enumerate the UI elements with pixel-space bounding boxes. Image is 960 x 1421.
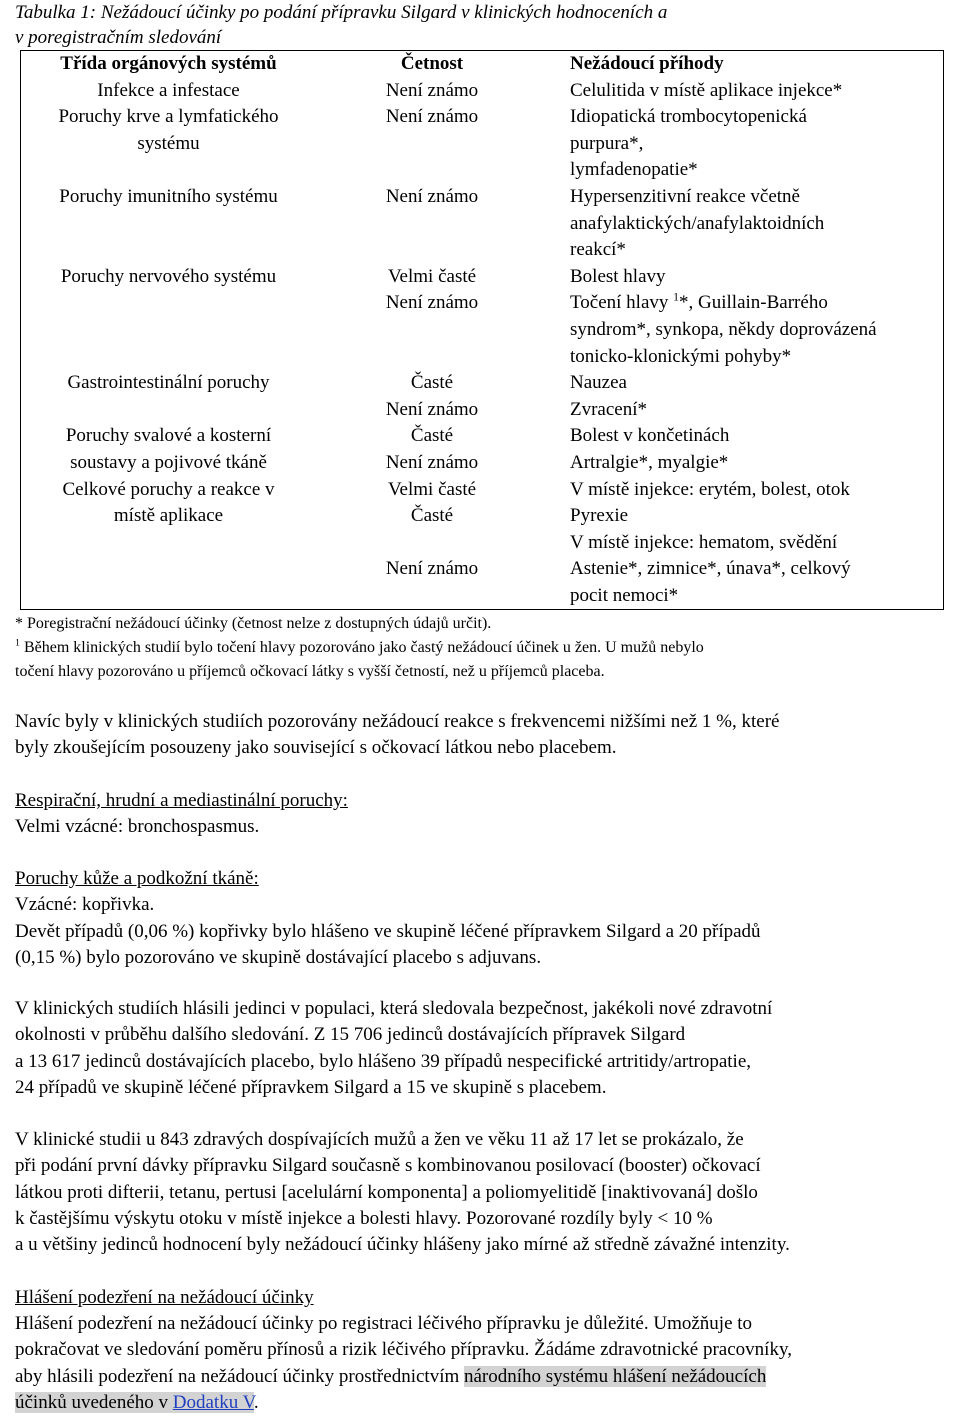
adverse-events-cell (548, 264, 943, 291)
paragraph-line: k častějšímu výskytu otoku v místě injekce a bolesti hlavy. Pozorované rozdíly byly < 10 % (15, 1207, 713, 1229)
footnote-line: * Poregistrační nežádoucí účinky (četnost nelze z dostupných údajů určit). (15, 615, 492, 632)
table-row (21, 184, 943, 264)
text-segment: *, Guillain-Barrého (679, 292, 828, 314)
organ-class-line: místě aplikace (113, 505, 224, 527)
adverse-events-cell (548, 370, 943, 397)
adverse-event-line: Hypersenzitivní reakce včetně (570, 185, 800, 207)
text-segment: Točení hlavy (570, 292, 674, 314)
table-row (21, 370, 943, 423)
adverse-event-line: V místě injekce: hematom, svědění (570, 531, 838, 553)
adverse-event-line: Pyrexie (570, 505, 629, 527)
frequency-entry (316, 184, 943, 264)
frequency-cell: Není známo (385, 106, 479, 128)
organ-class-line: Poruchy krve a lymfatického (58, 106, 279, 128)
frequency-cell: Časté (410, 425, 454, 447)
organ-class-line: Poruchy svalové a kosterní (65, 425, 272, 447)
text-segment: aby hlásili podezření na nežádoucí účinky prostřednictvím (15, 1365, 464, 1387)
frequency-entry (316, 264, 943, 291)
adverse-event-line: pocit nemoci* (570, 584, 679, 606)
adverse-events-cell (548, 184, 943, 264)
adverse-events-cell (548, 450, 943, 477)
paragraph-line: a 13 617 jedinců dostávajících placebo, bylo hlášeno 39 případů nespecifické artritidy/artropatie, (15, 1050, 751, 1072)
adverse-event-line: Astenie*, zimnice*, únava*, celkový (570, 558, 851, 580)
table-row (21, 104, 943, 184)
adverse-event-line: anafylaktických/anafylaktoidních (570, 212, 825, 234)
frequency-entries (316, 370, 943, 423)
table-footnotes (15, 612, 950, 684)
adverse-event-line: Bolest v končetinách (570, 425, 730, 447)
adverse-events-cell (548, 78, 943, 105)
paragraph-rare-reactions (15, 709, 950, 761)
adverse-event-line: Nauzea (570, 372, 627, 394)
frequency-entries (316, 78, 943, 105)
paragraph-line (15, 1364, 950, 1390)
highlighted-text: účinků uvedeného v (15, 1391, 173, 1413)
paragraph-line: okolnosti v průběhu dalšího sledování. Z 15 706 jedinců dostávajících přípravek Silgard (15, 1024, 686, 1046)
paragraph-line: 24 případů ve skupině léčené přípravkem Silgard a 15 ve skupině s placebem. (15, 1076, 607, 1098)
table-header-row (21, 51, 943, 78)
frequency-cell: Není známo (385, 558, 479, 580)
frequency-cell: Velmi časté (387, 478, 477, 500)
header-adverse-events: Nežádoucí příhody (570, 53, 724, 74)
organ-class-cell (21, 264, 316, 370)
organ-class-cell (21, 78, 316, 105)
frequency-entry (316, 370, 943, 397)
footnote-marker: 1 (673, 291, 680, 305)
frequency-entry (316, 397, 943, 424)
adverse-event-line (570, 290, 943, 317)
frequency-cell: Není známo (385, 79, 479, 101)
frequency-cell: Není známo (385, 292, 479, 314)
section-heading: Respirační, hrudní a mediastinální poruchy: (15, 790, 348, 811)
paragraph-line: Vzácné: kopřivka. (15, 894, 155, 916)
frequency-cell: Není známo (385, 451, 479, 473)
table-caption (15, 0, 950, 50)
frequency-entry (316, 423, 943, 450)
organ-class-cell (21, 184, 316, 264)
table-row (21, 78, 943, 105)
frequency-cell: Časté (410, 372, 454, 394)
adverse-events-cell (548, 556, 943, 609)
paragraph-line: Devět případů (0,06 %) kopřivky bylo hlášeno ve skupině léčené přípravkem Silgard a 20 případů (15, 920, 761, 942)
paragraph-line: a u většiny jedinců hodnocení byly nežádoucí účinky hlášeny jako mírné až středně závažné intenzity. (15, 1234, 790, 1256)
caption-line: Tabulka 1: Nežádoucí účinky po podání přípravku Silgard v klinických hodnoceních a (15, 2, 668, 23)
adverse-effects-table (20, 50, 944, 610)
paragraph-line: při podání první dávky přípravku Silgard současně s kombinovanou posilovací (booster) očkovací (15, 1155, 761, 1177)
header-frequency: Četnost (400, 53, 464, 74)
organ-class-line: Poruchy imunitního systému (59, 185, 278, 207)
adverse-event-line: Celulitida v místě aplikace injekce* (570, 79, 843, 101)
paragraph-coadministration (15, 1127, 950, 1258)
caption-line: v poregistračním sledování (15, 27, 222, 48)
paragraph-line: V klinických studiích hlásili jedinci v populaci, která sledovala bezpečnost, jakékoli nové zdravotní (15, 998, 773, 1019)
frequency-entry (316, 290, 943, 370)
text-segment: . (253, 1391, 259, 1413)
frequency-entry (316, 104, 943, 184)
frequency-entries (316, 423, 943, 476)
organ-class-cell (21, 370, 316, 423)
adverse-event-line: tonicko-klonickými pohyby* (570, 345, 792, 367)
adverse-events-cell (548, 104, 943, 184)
adverse-event-line: purpura*, (570, 132, 644, 154)
frequency-cell: Není známo (385, 185, 479, 207)
frequency-cell: Časté (410, 505, 454, 527)
paragraph-line: Velmi vzácné: bronchospasmus. (15, 816, 260, 837)
adverse-events-cell (548, 423, 943, 450)
adverse-event-line: syndrom*, synkopa, někdy doprovázená (570, 318, 877, 340)
organ-class-line: Celkové poruchy a reakce v (62, 478, 275, 500)
frequency-entry (316, 78, 943, 105)
table-row (21, 477, 943, 610)
paragraph-line: Hlášení podezření na nežádoucí účinky po registraci léčivého přípravku je důležité. Umožňuje to (15, 1313, 753, 1335)
organ-class-line: Gastrointestinální poruchy (67, 372, 270, 394)
section-heading: Poruchy kůže a podkožní tkáně: (15, 868, 259, 889)
adverse-events-cell (548, 290, 943, 370)
paragraph-line (15, 1390, 950, 1416)
frequency-entry (316, 503, 943, 556)
paragraph-line: látkou proti difterii, tetanu, pertusi [acelulární komponenta] a poliomyelitidě [inaktivovaná] došlo (15, 1181, 758, 1203)
highlighted-text: národního systému hlášení nežádoucích (464, 1365, 767, 1387)
organ-class-cell (21, 477, 316, 610)
organ-class-cell (21, 423, 316, 476)
table-body (21, 78, 943, 610)
table-row (21, 423, 943, 476)
text-segment: Během klinických studií bylo točení hlavy pozorováno jako častý nežádoucí účinek u žen. U mužů nebylo (19, 639, 704, 656)
paragraph-line: byly zkoušejícím posouzeny jako související s očkovací látkou nebo placebem. (15, 737, 617, 758)
paragraph-line: Navíc byly v klinických studiích pozorovány nežádoucí reakce s frekvencemi nižšími než 1 %, které (15, 711, 780, 732)
organ-class-line: Infekce a infestace (97, 79, 240, 101)
frequency-entries (316, 184, 943, 264)
organ-class-line: systému (137, 132, 200, 154)
adverse-event-line: Idiopatická trombocytopenická (570, 106, 807, 128)
table-row (21, 264, 943, 370)
section-skin (15, 866, 950, 971)
appendix-link[interactable]: Dodatku V (172, 1391, 254, 1413)
frequency-cell: Velmi časté (387, 265, 477, 287)
organ-class-line: Poruchy nervového systému (60, 265, 277, 287)
section-reporting (15, 1285, 950, 1416)
section-heading: Hlášení podezření na nežádoucí účinky (15, 1287, 314, 1308)
adverse-event-line: lymfadenopatie* (570, 159, 698, 181)
frequency-entries (316, 477, 943, 610)
frequency-entry (316, 556, 943, 609)
adverse-events-cell (548, 503, 943, 556)
section-respiratory (15, 788, 950, 840)
footnote-marker: 1 (15, 637, 20, 649)
adverse-events-cell (548, 397, 943, 424)
adverse-event-line: V místě injekce: erytém, bolest, otok (570, 478, 850, 500)
frequency-cell: Není známo (385, 398, 479, 420)
footnote-line: točení hlavy pozorováno u příjemců očkovací látky s vyšší četností, než u příjemců placeba. (15, 663, 605, 680)
adverse-event-line: Artralgie*, myalgie* (570, 451, 729, 473)
frequency-entry (316, 477, 943, 504)
paragraph-line: V klinické studii u 843 zdravých dospívajících mužů a žen ve věku 11 až 17 let se prokázalo, že (15, 1129, 744, 1150)
frequency-entries (316, 104, 943, 184)
adverse-events-cell (548, 477, 943, 504)
organ-class-cell (21, 104, 316, 184)
footnote-line (15, 636, 950, 660)
adverse-event-line: reakcí* (570, 239, 626, 261)
adverse-event-line: Zvracení* (570, 398, 648, 420)
frequency-entry (316, 450, 943, 477)
adverse-event-line: Bolest hlavy (570, 265, 666, 287)
paragraph-arthritis (15, 996, 950, 1101)
paragraph-line: (0,15 %) bylo pozorováno ve skupině dostávající placebo s adjuvans. (15, 946, 542, 968)
frequency-entries (316, 264, 943, 370)
paragraph-line: pokračovat ve sledování poměru přínosů a rizik léčivého přípravku. Žádáme zdravotnické pracovníky, (15, 1339, 792, 1361)
header-organ-class: Třída orgánových systémů (60, 53, 277, 74)
organ-class-line: soustavy a pojivové tkáně (70, 451, 267, 473)
